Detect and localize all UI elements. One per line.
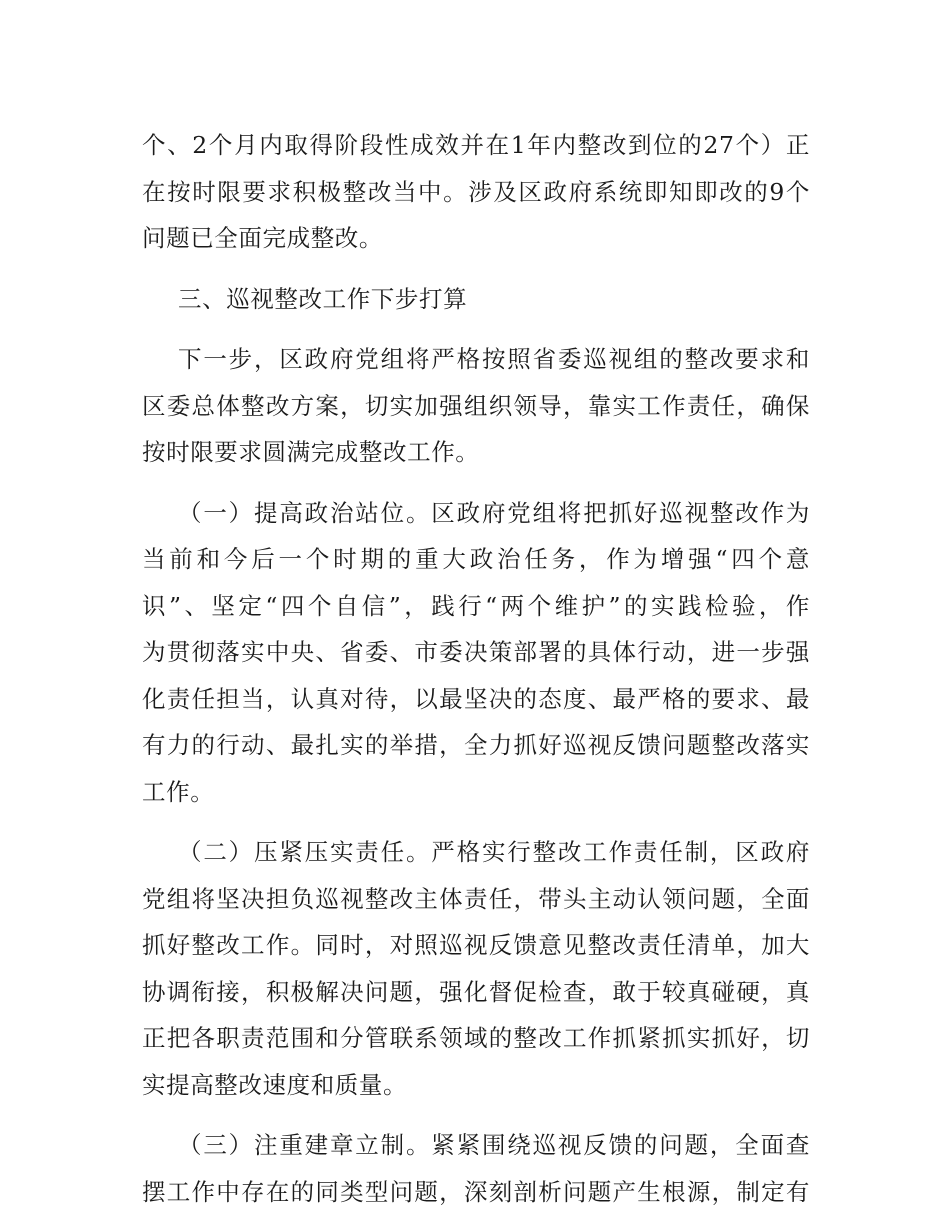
paragraph-next-step [142,336,810,476]
text-line: 工作。 [142,777,215,806]
text-line: （三）注重建章立制。紧紧围绕巡视反馈的问题，全面查 [178,1131,810,1159]
text-line: 个、2个月内取得阶段性成效并在1年内整改到位的27个）正 [142,131,810,159]
text-line: 为贯彻落实中央、省委、市委决策部署的具体行动，进一步强 [142,638,810,666]
paragraph-continuation [142,122,810,262]
text-line: 在按时限要求积极整改当中。涉及区政府系统即知即改的9个 [142,177,810,206]
paragraph-institutions [142,1122,810,1215]
text-line: 党组将坚决担负巡视整改主体责任，带头主动认领问题，全面 [142,884,810,913]
text-line: 问题已全面完成整改。 [142,224,383,252]
text-line: 识”、坚定“四个自信”，践行“两个维护”的实践检验，作 [142,591,810,620]
text-line: （一）提高政治站位。区政府党组将把抓好巡视整改作为 [178,498,810,527]
text-line: （二）压紧压实责任。严格实行整改工作责任制，区政府 [178,838,810,866]
text-line: 实提高整改速度和质量。 [142,1070,408,1099]
text-line: 当前和今后一个时期的重大政治任务，作为增强“四个意 [142,545,810,573]
text-line: 按时限要求圆满完成整改工作。 [142,438,480,466]
text-line: 摆工作中存在的同类型问题，深刻剖析问题产生根源，制定有 [142,1177,810,1206]
text-line: 有力的行动、最扎实的举措，全力抓好巡视反馈问题整改落实 [142,731,810,759]
text-line: 正把各职责范围和分管联系领域的整改工作抓紧抓实抓好，切 [142,1024,810,1052]
paragraph-responsibility [142,829,810,1108]
heading-line: 三、巡视整改工作下步打算 [178,284,468,313]
text-line: 下一步，区政府党组将严格按照省委巡视组的整改要求和 [178,345,810,373]
text-line: 区委总体整改方案，切实加强组织领导，靠实工作责任，确保 [142,391,810,420]
section-heading [142,276,810,323]
paragraph-political-stance [142,490,810,816]
text-line: 抓好整改工作。同时，对照巡视反馈意见整改责任清单，加大 [142,931,810,959]
text-line: 化责任担当，认真对待，以最坚决的态度、最严格的要求、最 [142,684,810,713]
document-body [142,122,810,1215]
text-line: 协调衔接，积极解决问题，强化督促检查，敢于较真碰硬，真 [142,977,810,1006]
